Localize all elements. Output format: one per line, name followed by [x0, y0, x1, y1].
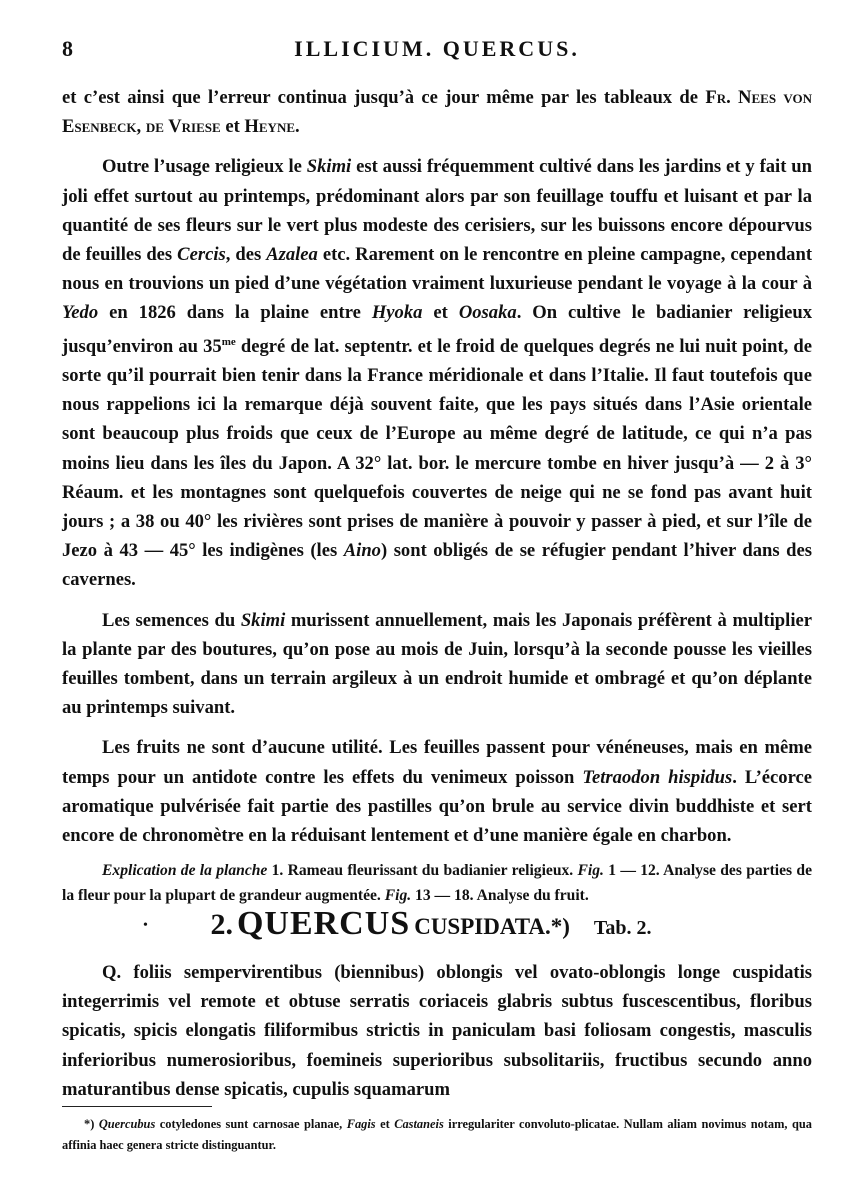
latin-description: Q. foliis sempervirentibus (biennibus) oblongis vel ovato-oblongis longe cuspidatis integerrimis vel remote et obtuse serratis coriaceis glabris subtus fuscescentibus, floribus spicatis, spicis elongatis filiformibus strictis in paniculam basi foliosam congestis, masculis inferioribus numerosioribus, foemineis superioribus subsolitariis, fructibus secundo anno maturantibus dense spicatis, cupulis squamarum — [62, 962, 812, 1100]
place-name: Hyoka — [371, 302, 423, 324]
plate-reference: Tab. 2. — [593, 917, 652, 939]
author-name: de Vriese — [145, 116, 221, 138]
author-name: Fr. Nees von Esenbeck — [62, 87, 813, 138]
bullet-mark: • — [143, 918, 148, 933]
intro-paragraph: et c’est ainsi que l’erreur continua jusqu’à ce jour même par les tableaux de Fr. Nees von Esenbeck, de Vriese et Heyne. — [62, 87, 813, 138]
plant-name: Skimi — [306, 156, 352, 178]
page-number: 8 — [62, 36, 73, 61]
caption-lead: Explication de la planche — [102, 862, 268, 880]
plant-name: Azalea — [266, 244, 318, 266]
section-heading — [0, 905, 862, 943]
footnote-rule — [62, 1106, 212, 1107]
footnote: *) Quercubus cotyledones sunt carnosae planae, Fagis et Castaneis irregulariter convoluto-plicatae. Nullam aliam novimus notam, qua affinia haec genera stricte distinguantur. — [62, 1117, 812, 1152]
species-name: Tetraodon hispidus — [582, 766, 733, 788]
plant-name: Skimi — [240, 609, 286, 631]
place-name: Yedo — [62, 302, 99, 324]
people-name: Aino — [343, 540, 381, 562]
running-head: ILLICIUM. QUERCUS. — [294, 36, 580, 61]
page-header — [62, 36, 812, 66]
genus-title: QUERCUS — [236, 905, 411, 942]
section-number: 2. — [210, 908, 233, 941]
main-text — [62, 83, 812, 908]
plant-name: Cercis — [177, 244, 226, 266]
footnote-mark: *) — [84, 1117, 95, 1131]
fruits-paragraph: Les fruits ne sont d’aucune utilité. Les feuilles passent pour vénéneuses, mais en même temps pour un antidote contre les effets du venimeux poisson Tetraodon hispidus. L’écorce aromatique pulvérisée fait partie des pastilles qu’on brule au service divin buddhiste et sert encore de chronomètre en la réduisant lentement et d’une manière égale en charbon. — [62, 737, 813, 847]
usage-paragraph: Outre l’usage religieux le Skimi est aussi fréquemment cultivé dans les jardins et y fait un joli effet surtout au printemps, prédominant alors par son feuillage touffu et luisant et par la quantité de ses fleurs sur le vert plus modeste des cerisiers, sur les buissons encore dépourvus de feuilles des Cercis, des Azalea etc. Rarement on le rencontre en pleine campagne, cependant nous en trouvions un pied d’une végétation vraiment luxurieuse pendant le voyage à la cour à Yedo en 1826 dans la plaine entre Hyoka et Oosaka. On cultive le badianier religieux jusqu’environ au $35^{me}$ degré de lat. septentr. et le froid de quelques degrés ne lui nuit point, de sorte qu’il pourrait bien tenir dans la France méridionale et dans l’Italie. Il faut toutefois que nous rappelions ici la remarque déjà souvent faite, que les pays situés dans l’Asie orientale sont beaucoup plus froids que ceux de l’Europe au même degré de latitude, ce qui n’a pas moins lieu dans les îles du Japon. A 32° lat. bor. le mercure tombe en hiver jusqu’à — 2 à 3° Réaum. et les montagnes sont quelquefois couvertes de neige qui ne se fond pas avant huit jours ; a 38 ou 40° les rivières sont prises de manière à pouvoir y passer à pied, et sur l’île de Jezo à 43 — 45° les indigènes (les Aino) sont obligés de se réfugier pendant l’hiver dans des cavernes. — [62, 156, 813, 591]
place-name: Oosaka — [458, 302, 517, 324]
author-name: Heyne — [244, 116, 296, 138]
seeds-paragraph: Les semences du Skimi murissent annuellement, mais les Japonais préfèrent à multiplier la plante par des boutures, qu’on pose au mois de Juin, lorsqu’à la seconde pousse les vieilles feuilles tombent, dans un terrain argileux à un endroit humide et ombragé et qu’on déplante au printemps suivant. — [62, 609, 812, 719]
plate-caption: Explication de la planche 1. Rameau fleurissant du badianier religieux. Fig. 1 — 12. Analyse des parties de la fleur pour la plupart de grandeur augmentée. Fig. 13 — 18. Analyse du fruit. — [62, 862, 812, 905]
ordinal-suffix: me — [221, 335, 236, 348]
latin-section — [62, 958, 812, 1104]
species-title: CUSPIDATA.*) — [414, 914, 570, 939]
